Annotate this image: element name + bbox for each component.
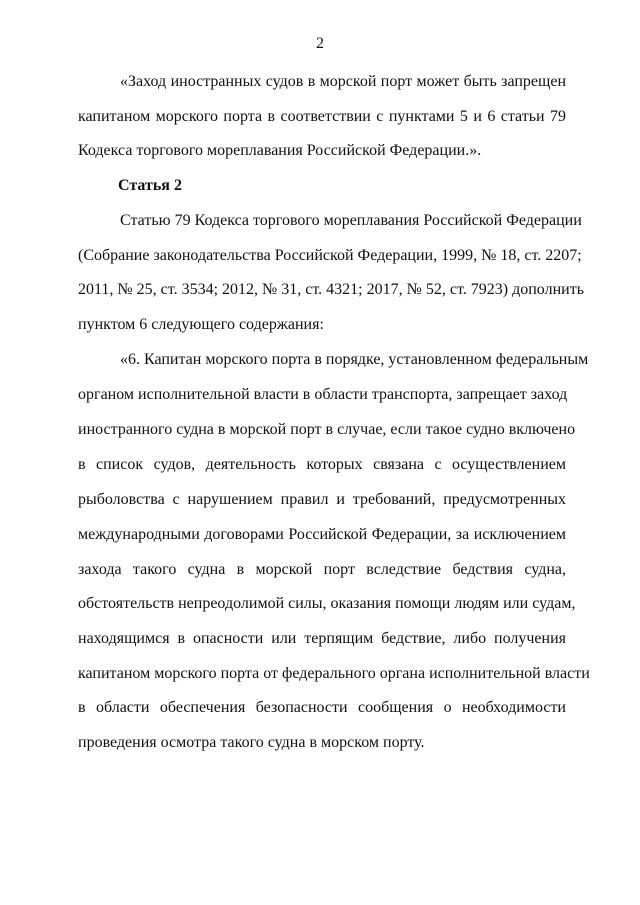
paragraph-line: обстоятельств непреодолимой силы, оказания помощи людям или судам, <box>78 595 576 612</box>
paragraph-line: захода такого судна в морской порт вследствие бедствия судна, <box>78 561 566 578</box>
paragraph-line: Кодекса торгового мореплавания Российской Федерации.». <box>78 142 482 159</box>
page-number: 2 <box>316 35 324 52</box>
paragraph-line: проведения осмотра такого судна в морском порту. <box>78 734 425 751</box>
paragraph-line: рыболовства с нарушением правил и требований, предусмотренных <box>78 491 566 508</box>
paragraph-line: международными договорами Российской Федерации, за исключением <box>78 526 566 543</box>
paragraph-line: капитаном морского порта в соответствии с пунктами 5 и 6 статьи 79 <box>78 108 566 125</box>
paragraph-line: 2011, № 25, ст. 3534; 2012, № 31, ст. 4321; 2017, № 52, ст. 7923) дополнить <box>78 281 584 298</box>
paragraph-line: «Заход иностранных судов в морской порт может быть запрещен <box>120 73 566 90</box>
paragraph-line: пунктом 6 следующего содержания: <box>78 316 324 333</box>
paragraph-line: (Собрание законодательства Российской Федерации, 1999, № 18, ст. 2207; <box>78 247 582 264</box>
paragraph-line: иностранного судна в морской порт в случае, если такое судно включено <box>78 421 576 438</box>
paragraph-line: капитаном морского порта от федерального органа исполнительной власти <box>78 665 590 682</box>
paragraph-line: «6. Капитан морского порта в порядке, установленном федеральным <box>120 351 589 368</box>
article-heading: Статья 2 <box>118 177 182 194</box>
paragraph-line: в области обеспечения безопасности сообщения о необходимости <box>78 699 566 716</box>
paragraph-line: Статью 79 Кодекса торгового мореплавания Российской Федерации <box>120 212 582 229</box>
paragraph-line: находящимся в опасности или терпящим бедствие, либо получения <box>78 630 566 647</box>
paragraph-line: в список судов, деятельность которых связана с осуществлением <box>78 456 566 473</box>
paragraph-line: органом исполнительной власти в области транспорта, запрещает заход <box>78 386 568 403</box>
